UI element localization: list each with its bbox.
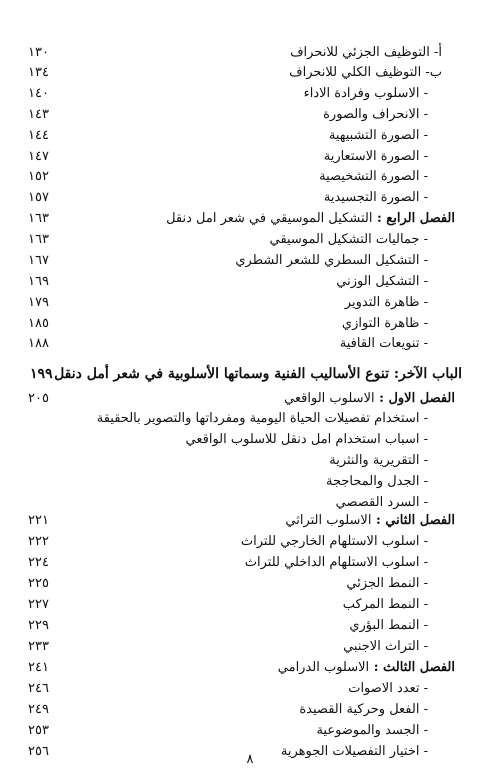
- page-ref: ١٤٣: [28, 107, 49, 122]
- entry-title: [54, 365, 462, 383]
- page-ref: ١٤٧: [28, 149, 49, 164]
- entry-text: النمط المركب: [342, 597, 420, 612]
- entry-marker: -: [419, 336, 428, 351]
- entry-title: [316, 722, 428, 740]
- page-ref: ١٤٠: [28, 86, 49, 101]
- entry-marker: -: [419, 169, 428, 184]
- entry-title: [346, 575, 428, 593]
- entry-text: ظاهرة التوازي: [341, 316, 420, 331]
- toc-entry: [0, 452, 500, 470]
- entry-marker: -: [419, 639, 428, 654]
- entry-marker: -: [419, 534, 428, 549]
- entry-text: التشكيل السطري للشعر الشطري: [235, 253, 420, 268]
- chapter-entry: [0, 390, 500, 408]
- entry-marker: -: [419, 453, 428, 468]
- entry-marker: -: [419, 495, 428, 510]
- entry-title: [97, 410, 428, 428]
- entry-title: [285, 512, 455, 530]
- chapter-entry: [0, 210, 500, 228]
- entry-text: السرد القصصي: [335, 495, 420, 510]
- toc-entry: [0, 596, 500, 614]
- entry-text: التقريرية والنثرية: [329, 453, 420, 468]
- entry-text: اسباب استخدام امل دنقل للاسلوب الواقعي: [185, 432, 420, 447]
- entry-title: [336, 494, 428, 512]
- toc-entry: [0, 638, 500, 656]
- entry-title: [326, 473, 428, 491]
- entry-title: [319, 168, 428, 186]
- entry-marker: -: [419, 232, 428, 247]
- entry-title: [290, 44, 442, 62]
- toc-entry: [0, 494, 500, 512]
- entry-marker: -: [419, 597, 428, 612]
- toc-entry: [0, 127, 500, 145]
- entry-text: اسلوب الاستلهام الداخلي للتراث: [244, 555, 420, 570]
- toc-entry: [0, 680, 500, 698]
- entry-title: [245, 554, 428, 572]
- entry-title: [299, 701, 428, 719]
- entry-text: التشكيل الموسيقي في شعر امل دنقل: [166, 211, 373, 226]
- toc-entry: [0, 294, 500, 312]
- entry-marker: -: [419, 86, 428, 101]
- page-ref: ١٩٩: [30, 366, 53, 382]
- entry-text: النمط الجزئي: [346, 576, 420, 591]
- page-ref: ١٥٢: [28, 169, 49, 184]
- entry-marker: -: [419, 274, 428, 289]
- entry-marker: أ-: [429, 45, 442, 60]
- page-ref: ١٦٩: [28, 274, 49, 289]
- entry-text: استخدام تفصيلات الحياة اليومية ومفرداتها والتصوير بالحقيقة: [96, 411, 420, 426]
- toc-entry: [0, 231, 500, 249]
- entry-text: الصورة التشبيهية: [328, 128, 420, 143]
- toc-entry: [0, 431, 500, 449]
- chapter-entry: [0, 512, 500, 530]
- entry-marker: -: [419, 702, 428, 717]
- entry-title: [304, 85, 428, 103]
- entry-marker: -: [419, 411, 428, 426]
- page-ref: ٢٢٩: [28, 618, 49, 633]
- entry-marker: -: [419, 107, 428, 122]
- entry-text: اسلوب الاستلهام الخارجي للتراث: [240, 534, 420, 549]
- entry-marker: -: [419, 744, 428, 759]
- entry-title: [324, 189, 428, 207]
- entry-title: [186, 431, 428, 449]
- page-ref: ١٣٠: [28, 45, 49, 60]
- toc-entry: [0, 148, 500, 166]
- entry-title: [336, 273, 428, 291]
- entry-title: [340, 335, 428, 353]
- entry-title: [342, 315, 428, 333]
- chapter-label: الفصل الرابع :: [372, 211, 455, 226]
- entry-text: الصورة التشخيصية: [319, 169, 420, 184]
- entry-text: الجدل والمحاججة: [325, 474, 420, 489]
- chapter-label: الفصل الثاني :: [371, 513, 455, 528]
- toc-entry: [0, 189, 500, 207]
- entry-text: الانحراف والصورة: [323, 107, 420, 122]
- toc-entry: [0, 473, 500, 491]
- entry-title: [343, 596, 428, 614]
- entry-text: التوظيف الجزئي للانحراف: [290, 45, 430, 60]
- entry-text: الاسلوب التراثي: [285, 513, 372, 528]
- entry-text: جماليات التشكيل الموسيقي: [269, 232, 420, 247]
- entry-text: النمط البؤري: [349, 618, 420, 633]
- entry-marker: -: [419, 681, 428, 696]
- page-ref: ٢٤٦: [28, 681, 49, 696]
- entry-title: [166, 210, 455, 228]
- entry-text: اختيار التفصيلات الجوهرية: [280, 744, 420, 759]
- entry-text: التراث الاجنبي: [343, 639, 420, 654]
- page-ref: ٢٥٦: [28, 744, 49, 759]
- toc-entry: [0, 315, 500, 333]
- entry-text: ظاهرة التدوير: [344, 295, 420, 310]
- part-heading: [0, 365, 500, 383]
- toc-entry: [0, 335, 500, 353]
- page-ref: ١٨٨: [28, 336, 49, 351]
- entry-marker: -: [419, 316, 428, 331]
- toc-entry: [0, 722, 500, 740]
- entry-title: [349, 617, 428, 635]
- entry-title: [289, 64, 442, 82]
- toc-entry: [0, 85, 500, 103]
- toc-entry: [0, 44, 500, 62]
- entry-marker: -: [419, 253, 428, 268]
- entry-text: الاسلوب الدرامي: [277, 660, 370, 675]
- page-ref: ٢٤١: [28, 660, 49, 675]
- entry-marker: ب-: [421, 65, 442, 80]
- entry-marker: -: [419, 149, 428, 164]
- toc-entry: [0, 64, 500, 82]
- entry-title: [343, 638, 428, 656]
- page-ref: ٢٣٣: [28, 639, 49, 654]
- page-ref: ٢٢٤: [28, 555, 49, 570]
- page-ref: ١٥٧: [28, 190, 49, 205]
- entry-text: الاسلوب وفرادة الاداء: [303, 86, 420, 101]
- page-ref: ١٦٣: [28, 232, 49, 247]
- entry-title: [348, 680, 428, 698]
- entry-marker: -: [419, 432, 428, 447]
- entry-title: [270, 231, 428, 249]
- page-ref: ١٦٧: [28, 253, 49, 268]
- chapter-entry: [0, 659, 500, 677]
- chapter-label: الفصل الاول :: [374, 391, 455, 406]
- entry-marker: -: [419, 576, 428, 591]
- entry-text: تنويعات القافية: [339, 336, 420, 351]
- entry-title: [324, 148, 428, 166]
- page-ref: ٢٢٢: [28, 534, 49, 549]
- toc-entry: [0, 410, 500, 428]
- entry-text: التوظيف الكلي للانحراف: [289, 65, 422, 80]
- toc-entry: [0, 106, 500, 124]
- page-ref: ١٨٥: [28, 316, 49, 331]
- entry-marker: -: [419, 474, 428, 489]
- entry-title: [323, 106, 428, 124]
- entry-title: [329, 127, 428, 145]
- entry-title: [284, 390, 455, 408]
- toc-entry: [0, 617, 500, 635]
- entry-text: الجسد والموضوعية: [316, 723, 420, 738]
- entry-text: الاسلوب الواقعي: [284, 391, 375, 406]
- page-ref: ٢٢٧: [28, 597, 49, 612]
- toc-entry: [0, 252, 500, 270]
- page-ref: ١٤٤: [28, 128, 49, 143]
- entry-marker: -: [419, 723, 428, 738]
- entry-marker: -: [419, 618, 428, 633]
- toc-entry: [0, 533, 500, 551]
- toc-entry: [0, 273, 500, 291]
- page-ref: ٢٠٥: [28, 391, 49, 406]
- entry-text: التشكيل الوزني: [336, 274, 420, 289]
- page-ref: ١٧٩: [28, 295, 49, 310]
- entry-title: [329, 452, 428, 470]
- toc-entry: [0, 701, 500, 719]
- entry-text: تعدد الاصوات: [348, 681, 420, 696]
- toc-entry: [0, 168, 500, 186]
- entry-title: [241, 533, 428, 551]
- entry-marker: -: [419, 190, 428, 205]
- page-ref: ٢٤٩: [28, 702, 49, 717]
- page-ref: ١٣٤: [28, 65, 49, 80]
- entry-text: الصورة التجسيدية: [323, 190, 420, 205]
- toc-entry: [0, 575, 500, 593]
- entry-text: الصورة الاستعارية: [323, 149, 420, 164]
- entry-marker: -: [419, 295, 428, 310]
- page-ref: ٢٢٥: [28, 576, 49, 591]
- page-ref: ٢٥٣: [28, 723, 49, 738]
- toc-entry: [0, 554, 500, 572]
- page-ref: ١٦٣: [28, 211, 49, 226]
- page-number: ٨: [246, 752, 254, 767]
- entry-title: [235, 252, 428, 270]
- entry-marker: -: [419, 555, 428, 570]
- page-ref: ٢٢١: [28, 513, 49, 528]
- chapter-label: الفصل الثالث :: [369, 660, 455, 675]
- part-title: الباب الآخر: تنوع الأساليب الفنية وسماتها الأسلوبية في شعر أمل دنقل: [54, 366, 462, 382]
- entry-text: الفعل وحركية القصيدة: [299, 702, 420, 717]
- entry-marker: -: [419, 128, 428, 143]
- entry-title: [345, 294, 428, 312]
- entry-title: [278, 659, 455, 677]
